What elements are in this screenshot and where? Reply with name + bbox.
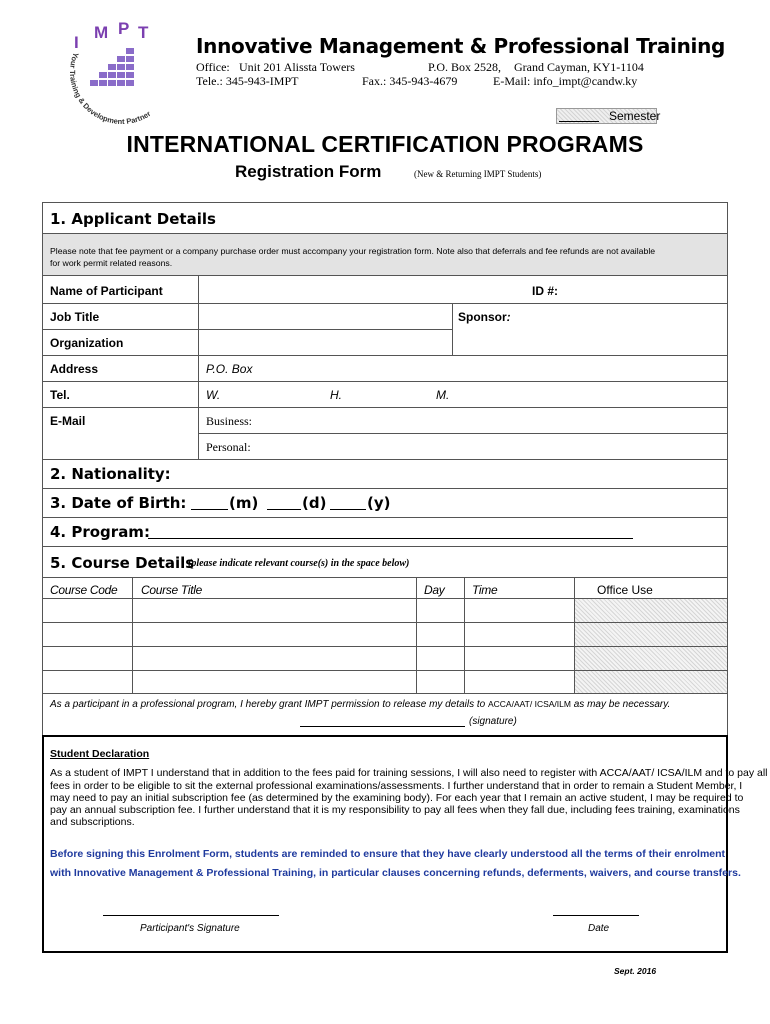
dob-year-label: (y) (367, 494, 391, 512)
po-box: P.O. Box 2528, (428, 60, 502, 74)
sponsor-input[interactable] (453, 325, 726, 355)
notice-line2: for work permit related reasons. (50, 258, 173, 268)
date-line[interactable] (553, 915, 639, 916)
notice-line1: Please note that fee payment or a company purchase order must accompany your registration form. Note also that deferrals and fee refunds are not available (50, 246, 656, 256)
office-address: Unit 201 Alissta Towers (239, 60, 355, 74)
email-label: E-Mail (50, 414, 86, 428)
footer-date: Sept. 2016 (614, 966, 657, 976)
dob-month-label: (m) (229, 494, 259, 512)
tel-home-label: H. (330, 388, 342, 402)
tele: Tele.: 345-943-IMPT (196, 74, 299, 88)
company-name: Innovative Management & Professional Training (196, 34, 726, 58)
declaration-line: pay an annual subscription fee. I further understand that it is my responsibility to pay all fees when they fall due, including fees training, examinations (50, 804, 740, 816)
address-value[interactable]: P.O. Box (206, 362, 253, 376)
course-row[interactable] (43, 623, 574, 646)
logo-bars (90, 48, 134, 86)
consent-text: As a participant in a professional program, I hereby grant IMPT permission to release my details to ACCA/AAT/ ICSA/ILM as may be necessary. (50, 699, 671, 710)
col-time: Time (472, 583, 498, 597)
page-title: INTERNATIONAL CERTIFICATION PROGRAMS (126, 131, 644, 157)
name-input[interactable] (199, 276, 529, 303)
logo-letter-m: M (94, 23, 109, 42)
tel-label: Tel. (50, 388, 70, 402)
date-label: Date (588, 923, 610, 934)
program-label: 4. Program: (50, 523, 150, 541)
declaration-line: and subscriptions. (50, 816, 135, 828)
dob-day-label: (d) (302, 494, 327, 512)
dob-day-input[interactable] (267, 509, 301, 510)
nationality-label: 2. Nationality: (50, 465, 171, 483)
declaration-line: may need to pay an initial subscription fee (as determined by the examining body). For each year that I remain an active student, I may be required to (50, 792, 744, 804)
city: Grand Cayman, KY1-1104 (514, 60, 644, 74)
logo-letter-p: P (118, 22, 130, 38)
address-label: Address (50, 362, 99, 376)
reminder-line1: Before signing this Enrolment Form, students are reminded to ensure that they have clearly understood all the terms of their enrolment (50, 848, 726, 860)
course-row[interactable] (43, 647, 574, 670)
col-day: Day (424, 583, 445, 597)
declaration-heading: Student Declaration (50, 748, 150, 760)
form-subtitle: Registration Form (235, 162, 382, 181)
job-title-label: Job Title (50, 310, 100, 324)
participant-signature-label: Participant's Signature (140, 923, 240, 934)
office-label: Office: (196, 60, 230, 74)
id-input[interactable] (566, 276, 726, 303)
email: E-Mail: info_impt@candw.ky (493, 74, 638, 88)
consent-signature-label: (signature) (469, 716, 517, 727)
job-title-input[interactable] (199, 304, 452, 329)
email-business-label: Business: (206, 414, 253, 428)
logo-letter-t: T (138, 23, 149, 42)
section1-heading: 1. Applicant Details (50, 210, 216, 228)
participant-signature-line[interactable] (103, 915, 279, 916)
tel-work-label: W. (206, 388, 221, 402)
organization-label: Organization (50, 336, 124, 350)
col-course-code: Course Code (50, 583, 118, 597)
fax: Fax.: 345-943-4679 (362, 74, 458, 88)
subtitle-note: (New & Returning IMPT Students) (414, 169, 542, 179)
impt-logo (60, 22, 182, 126)
name-label: Name of Participant (50, 284, 163, 298)
logo-letter-i: I (74, 33, 79, 52)
course-details-heading: 5. Course Details (50, 554, 195, 572)
tel-mobile-label: M. (436, 388, 450, 402)
email-personal-label: Personal: (206, 440, 251, 454)
declaration-line: fees in order to be eligible to sit the external professional examinations/assessments. I further understand that in order to remain a Student Member, I (50, 780, 743, 792)
svg-text:Your Training & Development Pa (68, 51, 152, 126)
col-office-use: Office Use (597, 583, 653, 597)
consent-signature-line[interactable] (300, 726, 465, 727)
dob-label: 3. Date of Birth: (50, 494, 187, 512)
id-label: ID #: (532, 284, 559, 298)
dob-month-input[interactable] (191, 509, 228, 510)
reminder-line2: with Innovative Management & Professional Training, in particular clauses concerning refunds, deferments, waivers, and course transfers. (50, 867, 741, 879)
dob-year-input[interactable] (330, 509, 366, 510)
sponsor-label: Sponsor: (458, 310, 511, 324)
organization-input[interactable] (199, 330, 452, 355)
program-input[interactable] (148, 538, 633, 539)
course-row[interactable] (43, 671, 574, 693)
logo-tagline: Your Training & Development Partner (67, 51, 153, 126)
declaration-line: As a student of IMPT I understand that in addition to the fees paid for training sessions, I will also need to register with ACCA/AAT/ ICSA/ILM and to pay all (50, 767, 768, 779)
course-details-note: (please indicate relevant course(s) in the space below) (188, 558, 410, 569)
semester-field[interactable] (556, 108, 661, 124)
semester-label: Semester (609, 109, 661, 123)
svg-text:I M P T (74, 22, 149, 52)
course-row[interactable] (43, 599, 574, 622)
col-course-title: Course Title (141, 583, 202, 597)
